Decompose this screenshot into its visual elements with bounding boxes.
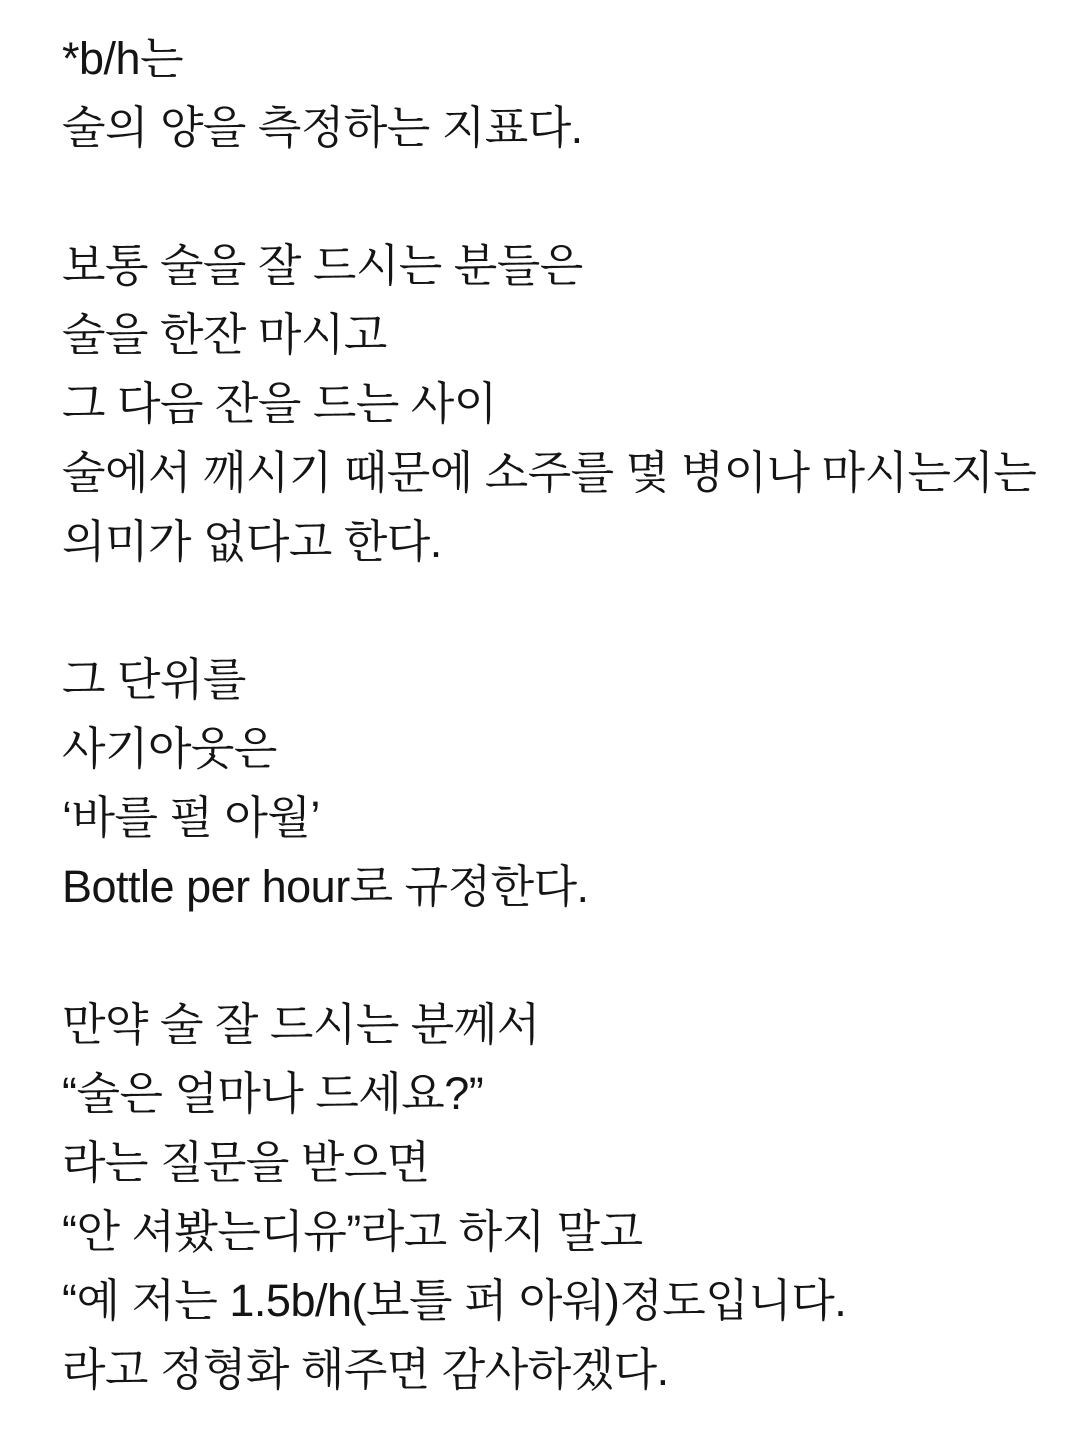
text-line: *b/h는 (62, 33, 184, 84)
text-line: ‘바를 펄 아월’ (62, 792, 320, 843)
text-line: 의미가 없다고 한다. (62, 516, 442, 567)
text-line: 그 다음 잔을 드는 사이 (62, 378, 497, 429)
stanza-unit (62, 645, 1040, 921)
text-line: Bottle per hour로 규정한다. (62, 861, 589, 912)
text-line: 사기아웃은 (62, 723, 277, 774)
text-line: 그 단위를 (62, 654, 246, 705)
stanza-example (62, 990, 1040, 1404)
stanza-definition (62, 24, 1040, 162)
text-line: 보통 술을 잘 드시는 분들은 (62, 240, 583, 291)
text-line: 만약 술 잘 드시는 분께서 (62, 999, 540, 1050)
text-line: 라고 정형화 해주면 감사하겠다. (62, 1344, 669, 1395)
stanza-explanation (62, 231, 1040, 576)
text-line: 술의 양을 측정하는 지표다. (62, 102, 583, 153)
text-line: 술에서 깨시기 때문에 소주를 몇 병이나 마시는지는 (62, 447, 1037, 498)
text-line: 라는 질문을 받으면 (62, 1137, 430, 1188)
text-line: “술은 얼마나 드세요?” (62, 1068, 484, 1119)
text-line: 술을 한잔 마시고 (62, 309, 387, 360)
text-line: “안 셔봤는디유”라고 하지 말고 (62, 1206, 643, 1257)
text-line: “예 저는 1.5b/h(보틀 퍼 아워)정도입니다. (62, 1275, 847, 1326)
